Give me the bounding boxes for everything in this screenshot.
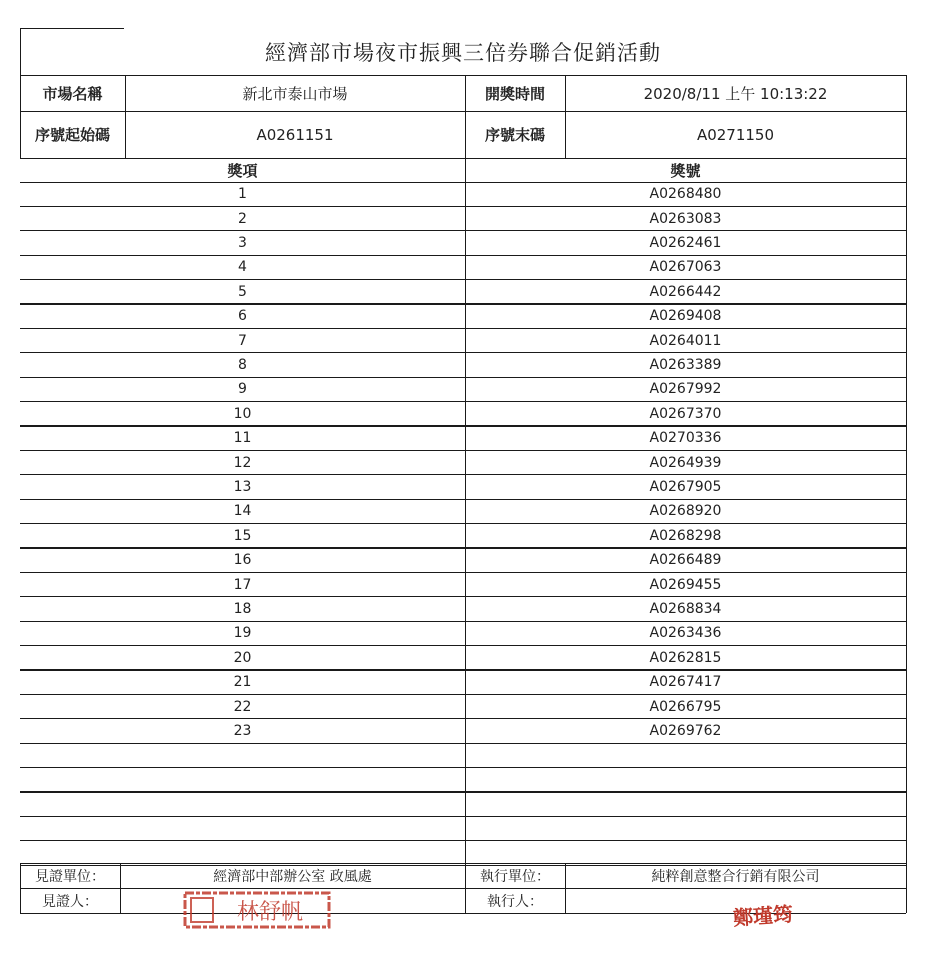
prize-rank-cell: 16: [233, 552, 252, 569]
exec-unit-label: 執行單位：: [480, 868, 550, 885]
exec-unit-value: 純粹創意整合行銷有限公司: [651, 868, 820, 885]
prize-rank-cell: 23: [233, 722, 252, 739]
prize-rank-cell: 8: [238, 356, 247, 373]
serial-end-label: 序號末碼: [484, 126, 545, 144]
winning-number-cell: A0262461: [649, 234, 722, 251]
witness-seal-stamp: [182, 890, 332, 930]
draw-time-value: 2020/8/11 上午 10:13:22: [643, 84, 828, 103]
footer-row-divider: [20, 888, 906, 889]
prize-rank-cell: 12: [233, 454, 252, 471]
winning-number-cell: A0269455: [649, 576, 722, 593]
draw-time-label: 開獎時間: [484, 84, 545, 103]
table-row-line: [20, 767, 906, 768]
witness-unit-value: 經濟部中部辦公室 政風處: [213, 868, 372, 885]
prize-rank-cell: 4: [238, 259, 247, 276]
winning-number-cell: A0263389: [649, 356, 722, 373]
winning-number-cell: A0262815: [649, 649, 722, 666]
prize-rank-cell: 6: [238, 308, 247, 325]
winning-number-cell: A0270336: [649, 430, 722, 447]
executor-signature-text: 鄭瑾筠: [732, 901, 794, 931]
table-row-line: [20, 840, 906, 841]
prize-rank-cell: 18: [233, 600, 252, 617]
prize-rank-cell: 1: [238, 186, 247, 203]
winning-number-cell: A0267417: [649, 674, 722, 691]
winning-number-cell: A0266489: [649, 552, 722, 569]
right-border: [906, 75, 907, 913]
prize-rank-cell: 9: [238, 381, 247, 398]
market-name-label: 市場名稱: [42, 84, 103, 103]
winning-number-cell: A0267063: [649, 259, 722, 276]
prize-rank-cell: 7: [238, 332, 247, 349]
winning-number-cell: A0268920: [649, 503, 722, 520]
winning-number-cell: A0264011: [649, 332, 722, 349]
witness-unit-label: 見證單位：: [35, 868, 105, 885]
document-sheet: [20, 28, 906, 931]
table-row-line: [20, 816, 906, 817]
winning-number-cell: A0263436: [649, 625, 722, 642]
witness-seal-text: 林舒帆: [236, 900, 304, 925]
winning-number-cell: A0263083: [649, 210, 722, 227]
winning-number-cell: A0269408: [649, 308, 722, 325]
prize-rank-cell: 13: [233, 478, 252, 495]
prize-rank-cell: 20: [233, 649, 252, 666]
prize-rank-cell: 11: [233, 430, 252, 447]
serial-start-value: A0261151: [256, 125, 334, 144]
prize-column-header: 獎項: [227, 161, 258, 180]
winning-number-cell: A0268834: [649, 600, 722, 617]
number-column-header: 獎號: [670, 161, 701, 180]
market-name-value: 新北市泰山市場: [242, 84, 348, 103]
winning-number-cell: A0268480: [649, 186, 722, 203]
witness-label: 見證人：: [42, 893, 98, 910]
winning-number-cell: A0266442: [649, 283, 722, 300]
prize-rank-cell: 21: [233, 674, 252, 691]
winning-number-cell: A0268298: [649, 527, 722, 544]
executor-signature: [718, 898, 808, 932]
winning-number-cell: A0264939: [649, 454, 722, 471]
page-title: 經濟部市場夜市振興三倍券聯合促銷活動: [265, 40, 661, 65]
prize-rank-cell: 14: [233, 503, 252, 520]
winning-number-cell: A0267905: [649, 478, 722, 495]
prize-rank-cell: 2: [238, 210, 247, 227]
serial-start-label: 序號起始碼: [34, 126, 110, 144]
winning-number-cell: A0267992: [649, 381, 722, 398]
winning-number-cell: A0269762: [649, 722, 722, 739]
winning-number-cell: A0266795: [649, 698, 722, 715]
prize-rank-cell: 19: [233, 625, 252, 642]
prize-rank-cell: 17: [233, 576, 252, 593]
prize-rank-cell: 10: [233, 405, 252, 422]
prize-rank-cell: 22: [233, 698, 252, 715]
executor-label: 執行人：: [487, 893, 543, 910]
table-row-line: [20, 791, 906, 792]
serial-end-value: A0271150: [696, 125, 775, 144]
prize-rank-cell: 5: [238, 283, 247, 300]
prize-rank-cell: 3: [238, 234, 247, 251]
winning-number-cell: A0267370: [649, 405, 722, 422]
prize-rank-cell: 15: [233, 527, 252, 544]
